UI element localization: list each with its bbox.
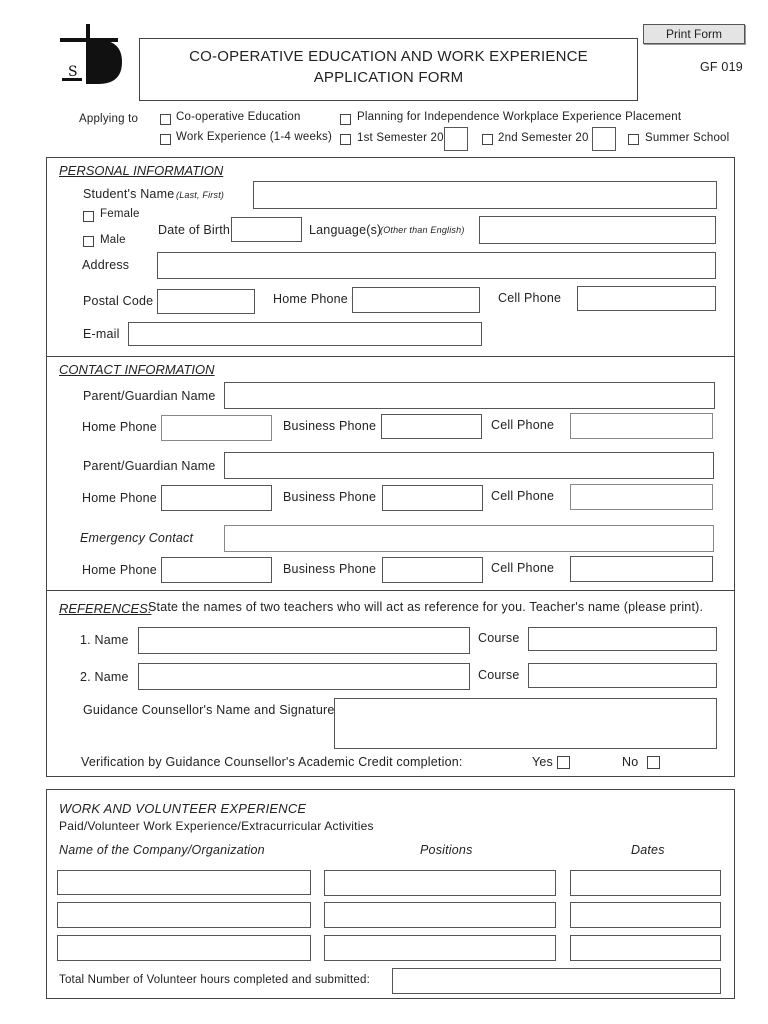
form-title-line2: APPLICATION FORM	[313, 69, 464, 86]
work-experience-label: Work Experience (1-4 weeks)	[176, 131, 333, 143]
personal-home-phone-label: Home Phone	[273, 292, 348, 306]
semester2-year-input[interactable]	[592, 127, 616, 151]
logo-letter: S	[68, 64, 78, 80]
guardian1-home-phone-input[interactable]	[161, 415, 272, 441]
postal-code-label: Postal Code	[83, 294, 154, 308]
coop-checkbox[interactable]	[160, 114, 171, 125]
column-positions: Positions	[420, 843, 473, 857]
summer-school-checkbox[interactable]	[628, 134, 639, 145]
guardian2-business-phone-input[interactable]	[382, 485, 483, 511]
references-instruction: State the names of two teachers who will act as reference for you. Teacher's name (please print).	[148, 600, 704, 614]
work-row3-dates-input[interactable]	[570, 935, 721, 961]
email-input[interactable]	[128, 322, 482, 346]
summer-school-label: Summer School	[645, 132, 730, 144]
work-row3-position-input[interactable]	[324, 935, 556, 961]
column-company: Name of the Company/Organization	[59, 843, 265, 857]
applying-to-label: Applying to	[79, 113, 139, 125]
semester2-label: 2nd Semester 20	[498, 132, 589, 144]
guardian1-home-phone-label: Home Phone	[82, 420, 157, 434]
semester1-year-input[interactable]	[444, 127, 468, 151]
student-name-label: Student's Name	[83, 187, 175, 201]
dob-input[interactable]	[231, 217, 302, 242]
work-row1-position-input[interactable]	[324, 870, 556, 896]
planning-label: Planning for Independence Workplace Experience Placement	[357, 111, 682, 123]
emergency-cell-phone-input[interactable]	[570, 556, 713, 582]
print-form-button[interactable]: Print Form	[643, 24, 745, 44]
form-title-line1: CO-OPERATIVE EDUCATION AND WORK EXPERIENCE	[189, 48, 588, 65]
guardian2-business-phone-label: Business Phone	[283, 490, 377, 504]
languages-hint: (Other than English)	[380, 225, 465, 235]
work-row2-company-input[interactable]	[57, 902, 311, 928]
guardian1-business-phone-label: Business Phone	[283, 419, 377, 433]
work-experience-subheader: Paid/Volunteer Work Experience/Extracurricular Activities	[59, 819, 374, 833]
guardian2-cell-phone-input[interactable]	[570, 484, 713, 510]
verification-no-checkbox[interactable]	[647, 756, 660, 769]
planning-checkbox[interactable]	[340, 114, 351, 125]
address-label: Address	[82, 258, 130, 272]
verification-yes-checkbox[interactable]	[557, 756, 570, 769]
student-name-input[interactable]	[253, 181, 717, 209]
verification-no-label: No	[622, 755, 639, 769]
total-hours-label: Total Number of Volunteer hours completed and submitted:	[59, 974, 371, 986]
personal-home-phone-input[interactable]	[352, 287, 480, 313]
guardian2-cell-phone-label: Cell Phone	[491, 489, 555, 503]
emergency-business-phone-label: Business Phone	[283, 562, 377, 576]
languages-input[interactable]	[479, 216, 716, 244]
semester1-label: 1st Semester 20	[357, 132, 444, 144]
student-name-hint: (Last, First)	[176, 190, 225, 200]
work-row3-company-input[interactable]	[57, 935, 311, 961]
verification-label: Verification by Guidance Counsellor's Academic Credit completion:	[81, 755, 463, 769]
counsellor-signature-input[interactable]	[334, 698, 717, 749]
form-code: GF 019	[700, 60, 743, 74]
postal-code-input[interactable]	[157, 289, 255, 314]
work-row2-position-input[interactable]	[324, 902, 556, 928]
reference2-name-input[interactable]	[138, 663, 470, 690]
column-dates: Dates	[631, 843, 665, 857]
work-experience-header: WORK AND VOLUNTEER EXPERIENCE	[59, 801, 307, 816]
work-experience-checkbox[interactable]	[160, 134, 171, 145]
emergency-contact-input[interactable]	[224, 525, 714, 552]
emergency-business-phone-input[interactable]	[382, 557, 483, 583]
address-input[interactable]	[157, 252, 716, 279]
emergency-home-phone-input[interactable]	[161, 557, 272, 583]
contact-information-header: CONTACT INFORMATION	[59, 362, 215, 377]
guardian1-business-phone-input[interactable]	[381, 414, 482, 439]
reference1-course-input[interactable]	[528, 627, 717, 651]
reference2-name-label: 2. Name	[80, 670, 129, 684]
verification-yes-label: Yes	[532, 755, 553, 769]
semester1-checkbox[interactable]	[340, 134, 351, 145]
guardian1-name-input[interactable]	[224, 382, 715, 409]
personal-information-header: PERSONAL INFORMATION	[59, 163, 224, 178]
semester2-checkbox[interactable]	[482, 134, 493, 145]
guardian1-cell-phone-label: Cell Phone	[491, 418, 555, 432]
coop-label: Co-operative Education	[176, 111, 301, 123]
total-hours-input[interactable]	[392, 968, 721, 994]
reference2-course-input[interactable]	[528, 663, 717, 688]
reference1-name-label: 1. Name	[80, 633, 129, 647]
reference1-course-label: Course	[478, 631, 520, 645]
languages-label: Language(s)	[309, 223, 382, 237]
personal-cell-phone-label: Cell Phone	[498, 291, 562, 305]
guardian2-home-phone-input[interactable]	[161, 485, 272, 511]
guardian2-name-input[interactable]	[224, 452, 714, 479]
male-checkbox[interactable]	[83, 236, 94, 247]
email-label: E-mail	[83, 327, 120, 341]
reference2-course-label: Course	[478, 668, 520, 682]
work-row2-dates-input[interactable]	[570, 902, 721, 928]
female-label: Female	[100, 208, 140, 220]
work-row1-dates-input[interactable]	[570, 870, 721, 896]
references-header: REFERENCES:	[59, 601, 152, 616]
reference1-name-input[interactable]	[138, 627, 470, 654]
male-label: Male	[100, 234, 126, 246]
emergency-home-phone-label: Home Phone	[82, 563, 157, 577]
counsellor-label: Guidance Counsellor's Name and Signature	[83, 703, 335, 717]
emergency-cell-phone-label: Cell Phone	[491, 561, 555, 575]
dob-label: Date of Birth	[158, 223, 231, 237]
school-logo-icon	[58, 24, 124, 88]
work-row1-company-input[interactable]	[57, 870, 311, 895]
guardian2-label: Parent/Guardian Name	[83, 459, 216, 473]
guardian1-label: Parent/Guardian Name	[83, 389, 216, 403]
guardian1-cell-phone-input[interactable]	[570, 413, 713, 439]
emergency-contact-label: Emergency Contact	[80, 531, 194, 545]
personal-cell-phone-input[interactable]	[577, 286, 716, 311]
female-checkbox[interactable]	[83, 211, 94, 222]
guardian2-home-phone-label: Home Phone	[82, 491, 157, 505]
